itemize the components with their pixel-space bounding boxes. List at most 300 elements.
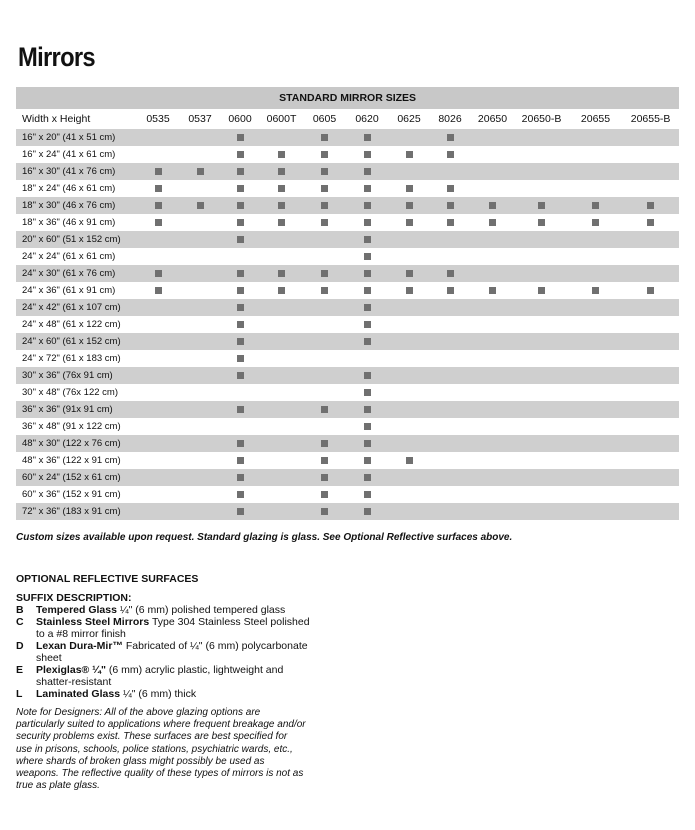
availability-cell (622, 197, 679, 214)
availability-cell (304, 367, 345, 384)
availability-cell (514, 435, 569, 452)
size-label: 24" x 36" (61 x 91 cm) (22, 285, 116, 296)
available-square-icon (278, 168, 285, 175)
availability-cell (429, 367, 471, 384)
availability-cell (179, 163, 221, 180)
available-square-icon (364, 389, 371, 396)
availability-cell (179, 146, 221, 163)
suffix-item (16, 688, 316, 700)
availability-cell (622, 265, 679, 282)
available-square-icon (278, 151, 285, 158)
suffix-item (16, 616, 316, 640)
availability-cell (137, 384, 179, 401)
suffix-text (36, 664, 316, 688)
availability-cell (471, 231, 514, 248)
availability-cell (569, 163, 622, 180)
suffix-heading: SUFFIX DESCRIPTION: (16, 592, 132, 604)
availability-cell (429, 452, 471, 469)
availability-cell (389, 214, 429, 231)
availability-cell (389, 503, 429, 520)
availability-cell (179, 214, 221, 231)
available-square-icon (406, 219, 413, 226)
availability-cell (389, 282, 429, 299)
availability-cell (179, 316, 221, 333)
availability-cell (429, 282, 471, 299)
suffix-code: E (16, 664, 24, 676)
availability-cell (569, 248, 622, 265)
availability-cell (259, 163, 304, 180)
size-label: 24" x 72" (61 x 183 cm) (22, 353, 121, 364)
availability-cell (429, 231, 471, 248)
availability-cell (179, 452, 221, 469)
available-square-icon (447, 270, 454, 277)
table-caption: STANDARD MIRROR SIZES (16, 87, 679, 109)
available-square-icon (321, 406, 328, 413)
availability-cell (622, 469, 679, 486)
availability-cell (221, 299, 259, 316)
table-row (16, 265, 679, 282)
availability-cell (471, 146, 514, 163)
suffix-text (36, 688, 196, 700)
table-row (16, 146, 679, 163)
availability-cell (221, 129, 259, 146)
availability-cell (221, 418, 259, 435)
column-header: 20650-B (521, 113, 562, 125)
availability-cell (259, 231, 304, 248)
availability-cell (389, 197, 429, 214)
available-square-icon (237, 202, 244, 209)
availability-cell (569, 452, 622, 469)
availability-cell (514, 350, 569, 367)
size-label: 30" x 36" (76x 91 cm) (16, 367, 137, 384)
table-row (16, 316, 679, 333)
availability-cell (471, 316, 514, 333)
availability-cell (471, 503, 514, 520)
availability-cell (179, 401, 221, 418)
availability-cell (137, 163, 179, 180)
availability-cell (514, 282, 569, 299)
available-square-icon (155, 270, 162, 277)
available-square-icon (447, 151, 454, 158)
available-square-icon (321, 151, 328, 158)
table-row (16, 486, 679, 503)
availability-cell (429, 350, 471, 367)
column-header: 0600T (266, 113, 297, 125)
availability-cell (389, 248, 429, 265)
availability-cell (345, 469, 389, 486)
suffix-text (36, 616, 316, 640)
availability-cell (471, 299, 514, 316)
table-row (16, 214, 679, 231)
availability-cell (259, 248, 304, 265)
availability-cell (137, 401, 179, 418)
available-square-icon (592, 287, 599, 294)
size-label: 24" x 60" (61 x 152 cm) (16, 333, 137, 350)
availability-cell (345, 333, 389, 350)
available-square-icon (447, 134, 454, 141)
column-header: 0620 (355, 113, 379, 125)
column-header: 20655-B (630, 113, 671, 125)
table-row (16, 248, 679, 265)
available-square-icon (364, 440, 371, 447)
table-row (16, 350, 679, 367)
availability-cell (179, 384, 221, 401)
size-label: 48" x 30" (122 x 76 cm) (16, 435, 137, 452)
availability-cell (569, 299, 622, 316)
table-row (16, 452, 679, 469)
availability-cell (221, 367, 259, 384)
availability-cell (259, 265, 304, 282)
availability-cell (514, 248, 569, 265)
availability-cell (514, 452, 569, 469)
available-square-icon (197, 168, 204, 175)
availability-cell (569, 503, 622, 520)
availability-cell (137, 231, 179, 248)
availability-cell (345, 452, 389, 469)
availability-cell (389, 401, 429, 418)
table-row (16, 503, 679, 520)
availability-cell (304, 401, 345, 418)
available-square-icon (197, 202, 204, 209)
availability-cell (259, 316, 304, 333)
availability-cell (471, 214, 514, 231)
availability-cell (179, 197, 221, 214)
availability-cell (137, 316, 179, 333)
availability-cell (622, 384, 679, 401)
availability-cell (221, 503, 259, 520)
availability-cell (304, 469, 345, 486)
available-square-icon (489, 287, 496, 294)
availability-cell (622, 333, 679, 350)
available-square-icon (237, 151, 244, 158)
available-square-icon (155, 168, 162, 175)
availability-cell (179, 231, 221, 248)
column-header: 0537 (188, 113, 212, 125)
available-square-icon (155, 202, 162, 209)
availability-cell (345, 146, 389, 163)
available-square-icon (237, 321, 244, 328)
suffix-desc: Fabricated of ¼" (6 mm) polycarbonate sheet (36, 640, 308, 664)
availability-cell (345, 129, 389, 146)
available-square-icon (155, 185, 162, 192)
table-row (16, 231, 679, 248)
available-square-icon (447, 287, 454, 294)
available-square-icon (489, 202, 496, 209)
available-square-icon (538, 202, 545, 209)
availability-cell (221, 214, 259, 231)
availability-cell (221, 282, 259, 299)
available-square-icon (538, 287, 545, 294)
suffix-text (36, 640, 316, 664)
available-square-icon (321, 440, 328, 447)
availability-cell (622, 367, 679, 384)
availability-cell (304, 180, 345, 197)
size-label: 18" x 24" (46 x 61 cm) (22, 183, 116, 194)
available-square-icon (364, 236, 371, 243)
availability-cell (389, 299, 429, 316)
table-row (16, 367, 679, 384)
suffix-code: D (16, 640, 24, 652)
available-square-icon (364, 185, 371, 192)
suffix-name: Lexan Dura-Mir™ (36, 640, 123, 652)
available-square-icon (489, 219, 496, 226)
availability-cell (259, 452, 304, 469)
available-square-icon (406, 457, 413, 464)
available-square-icon (406, 151, 413, 158)
availability-cell (471, 469, 514, 486)
availability-cell (179, 503, 221, 520)
availability-cell (622, 418, 679, 435)
availability-cell (221, 316, 259, 333)
availability-cell (569, 333, 622, 350)
size-label: 18" x 36" (46 x 91 cm) (22, 217, 116, 228)
availability-cell (389, 163, 429, 180)
available-square-icon (447, 185, 454, 192)
availability-cell (471, 333, 514, 350)
availability-cell (471, 418, 514, 435)
available-square-icon (364, 491, 371, 498)
availability-cell (345, 180, 389, 197)
suffix-name: Stainless Steel Mirrors (36, 616, 150, 628)
available-square-icon (237, 185, 244, 192)
availability-cell (389, 129, 429, 146)
availability-cell (137, 214, 179, 231)
available-square-icon (364, 474, 371, 481)
availability-cell (137, 248, 179, 265)
availability-cell (259, 503, 304, 520)
availability-cell (622, 435, 679, 452)
availability-cell (137, 418, 179, 435)
column-header: 20650 (477, 113, 508, 125)
availability-cell (345, 316, 389, 333)
availability-cell (389, 231, 429, 248)
availability-cell (429, 469, 471, 486)
availability-cell (259, 350, 304, 367)
available-square-icon (592, 219, 599, 226)
availability-cell (304, 265, 345, 282)
availability-cell (304, 418, 345, 435)
column-header: 8026 (438, 113, 462, 125)
availability-cell (221, 248, 259, 265)
available-square-icon (237, 134, 244, 141)
availability-cell (389, 265, 429, 282)
availability-cell (569, 384, 622, 401)
availability-cell (259, 418, 304, 435)
available-square-icon (364, 508, 371, 515)
availability-cell (259, 180, 304, 197)
availability-cell (429, 503, 471, 520)
availability-cell (259, 469, 304, 486)
availability-cell (622, 401, 679, 418)
availability-cell (471, 401, 514, 418)
availability-cell (514, 418, 569, 435)
availability-cell (304, 231, 345, 248)
availability-cell (221, 384, 259, 401)
availability-cell (221, 350, 259, 367)
availability-cell (137, 435, 179, 452)
available-square-icon (364, 338, 371, 345)
availability-cell (622, 282, 679, 299)
available-square-icon (321, 287, 328, 294)
availability-cell (569, 435, 622, 452)
availability-cell (622, 350, 679, 367)
suffix-desc: ¼" (6 mm) polished tempered glass (116, 604, 286, 616)
availability-cell (569, 418, 622, 435)
availability-cell (259, 214, 304, 231)
availability-cell (221, 231, 259, 248)
available-square-icon (406, 185, 413, 192)
availability-cell (345, 248, 389, 265)
availability-cell (221, 435, 259, 452)
table-row (16, 333, 679, 350)
availability-cell (137, 129, 179, 146)
availability-cell (622, 129, 679, 146)
available-square-icon (237, 219, 244, 226)
availability-cell (622, 503, 679, 520)
availability-cell (569, 282, 622, 299)
availability-cell (259, 367, 304, 384)
size-label: 24" x 24" (61 x 61 cm) (22, 251, 116, 262)
available-square-icon (321, 491, 328, 498)
availability-cell (471, 452, 514, 469)
suffix-code: B (16, 604, 24, 616)
available-square-icon (364, 253, 371, 260)
available-square-icon (592, 202, 599, 209)
available-square-icon (364, 270, 371, 277)
availability-cell (345, 350, 389, 367)
availability-cell (514, 469, 569, 486)
available-square-icon (406, 270, 413, 277)
available-square-icon (155, 219, 162, 226)
available-square-icon (237, 338, 244, 345)
availability-cell (179, 435, 221, 452)
availability-cell (514, 401, 569, 418)
available-square-icon (364, 423, 371, 430)
table-row (16, 180, 679, 197)
availability-cell (389, 350, 429, 367)
available-square-icon (321, 270, 328, 277)
availability-cell (179, 129, 221, 146)
availability-cell (622, 180, 679, 197)
column-header-size: Width x Height (22, 113, 91, 125)
suffix-description (16, 592, 316, 700)
available-square-icon (364, 406, 371, 413)
available-square-icon (237, 406, 244, 413)
availability-cell (569, 486, 622, 503)
size-label: 72" x 36" (183 x 91 cm) (16, 503, 137, 520)
availability-cell (429, 435, 471, 452)
available-square-icon (364, 321, 371, 328)
availability-cell (304, 333, 345, 350)
availability-cell (259, 486, 304, 503)
availability-cell (514, 299, 569, 316)
available-square-icon (321, 185, 328, 192)
availability-cell (221, 197, 259, 214)
availability-cell (471, 248, 514, 265)
available-square-icon (447, 202, 454, 209)
available-square-icon (647, 219, 654, 226)
availability-cell (259, 129, 304, 146)
availability-cell (622, 231, 679, 248)
availability-cell (221, 163, 259, 180)
availability-cell (137, 503, 179, 520)
availability-cell (137, 486, 179, 503)
available-square-icon (278, 202, 285, 209)
availability-cell (137, 333, 179, 350)
availability-cell (429, 214, 471, 231)
availability-cell (514, 367, 569, 384)
availability-cell (514, 503, 569, 520)
availability-cell (221, 401, 259, 418)
availability-cell (429, 163, 471, 180)
available-square-icon (237, 287, 244, 294)
availability-cell (569, 350, 622, 367)
availability-cell (514, 146, 569, 163)
availability-cell (137, 350, 179, 367)
availability-cell (345, 163, 389, 180)
availability-cell (179, 418, 221, 435)
availability-cell (389, 367, 429, 384)
availability-cell (345, 367, 389, 384)
table-row (16, 197, 679, 214)
availability-cell (304, 146, 345, 163)
availability-cell (429, 486, 471, 503)
availability-cell (429, 129, 471, 146)
size-label: 36" x 48" (91 x 122 cm) (22, 421, 121, 432)
availability-cell (304, 486, 345, 503)
available-square-icon (321, 202, 328, 209)
availability-cell (471, 265, 514, 282)
availability-cell (389, 146, 429, 163)
availability-cell (137, 282, 179, 299)
availability-cell (471, 435, 514, 452)
suffix-list (16, 604, 316, 700)
availability-cell (304, 384, 345, 401)
availability-cell (259, 333, 304, 350)
availability-cell (304, 435, 345, 452)
availability-cell (569, 469, 622, 486)
availability-cell (221, 180, 259, 197)
availability-cell (622, 452, 679, 469)
availability-cell (304, 452, 345, 469)
availability-cell (304, 163, 345, 180)
availability-cell (514, 214, 569, 231)
availability-cell (137, 299, 179, 316)
available-square-icon (321, 219, 328, 226)
availability-cell (429, 180, 471, 197)
size-label: 30" x 48" (76x 122 cm) (22, 387, 118, 398)
available-square-icon (447, 219, 454, 226)
column-header: 0600 (228, 113, 252, 125)
availability-cell (429, 401, 471, 418)
availability-cell (304, 282, 345, 299)
availability-cell (514, 231, 569, 248)
availability-cell (429, 384, 471, 401)
suffix-desc: (6 mm) acrylic plastic, lightweight and shatter-resistant (36, 664, 284, 688)
availability-cell (304, 248, 345, 265)
column-header: 0535 (146, 113, 170, 125)
availability-cell (471, 129, 514, 146)
designer-note: Note for Designers: All of the above glazing options are particularly suited to applications where frequent breakage and/or security problems exist. These surfaces are best specified for use in prisons, schools, police stations, psychiatric wards, etc., where shards of broken glass might possibly be used as weapons. The reflective quality of these types of mirrors is not as true as plate glass. (16, 707, 306, 792)
availability-cell (179, 299, 221, 316)
page-title: Mirrors (18, 42, 95, 72)
size-label: 16" x 30" (41 x 76 cm) (16, 163, 137, 180)
available-square-icon (321, 508, 328, 515)
availability-cell (179, 333, 221, 350)
availability-cell (569, 367, 622, 384)
available-square-icon (278, 270, 285, 277)
availability-cell (514, 129, 569, 146)
